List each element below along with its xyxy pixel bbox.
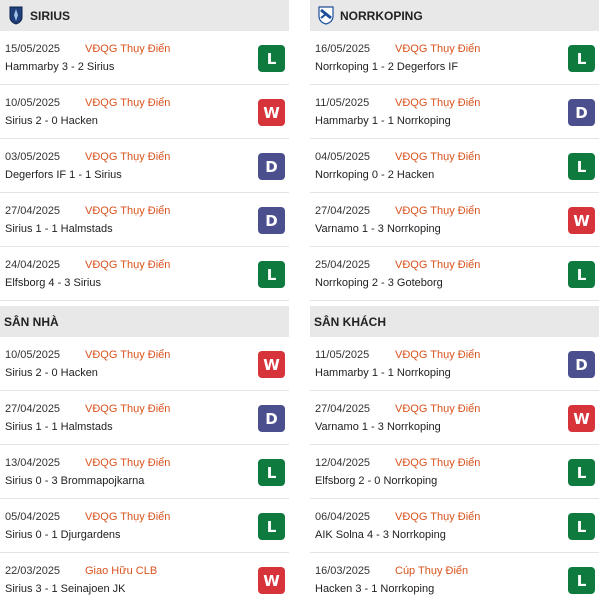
norrkoping-column xyxy=(310,0,599,605)
match-score: Hammarby 1 - 1 Norrkoping xyxy=(315,115,451,127)
competition-link[interactable]: VĐQG Thụy Điển xyxy=(395,457,481,469)
result-badge: W xyxy=(568,207,595,234)
match-date: 27/04/2025 xyxy=(5,403,61,415)
match-date: 22/03/2025 xyxy=(5,565,61,577)
match-row[interactable] xyxy=(310,445,599,499)
match-score: Varnamo 1 - 3 Norrkoping xyxy=(315,223,441,235)
competition-link[interactable]: VĐQG Thụy Điển xyxy=(85,259,171,271)
match-row[interactable] xyxy=(0,31,289,85)
result-badge: W xyxy=(258,351,285,378)
team-header-sirius xyxy=(0,0,289,31)
result-badge: L xyxy=(258,45,285,72)
competition-link[interactable]: VĐQG Thụy Điển xyxy=(85,349,171,361)
match-row[interactable] xyxy=(310,247,599,301)
match-date: 16/05/2025 xyxy=(315,43,371,55)
result-badge: L xyxy=(568,45,595,72)
result-badge: L xyxy=(258,459,285,486)
match-row[interactable] xyxy=(310,391,599,445)
result-badge: W xyxy=(258,567,285,594)
match-score: Hammarby 3 - 2 Sirius xyxy=(5,61,115,73)
match-date: 25/04/2025 xyxy=(315,259,371,271)
recent-matches-list xyxy=(310,31,599,301)
competition-link[interactable]: VĐQG Thụy Điển xyxy=(395,403,481,415)
competition-link[interactable]: VĐQG Thụy Điển xyxy=(395,511,481,523)
match-score: Sirius 1 - 1 Halmstads xyxy=(5,421,113,433)
result-badge: L xyxy=(568,153,595,180)
match-row[interactable] xyxy=(0,445,289,499)
match-row[interactable] xyxy=(0,139,289,193)
competition-link[interactable]: VĐQG Thụy Điển xyxy=(85,511,171,523)
match-row[interactable] xyxy=(0,85,289,139)
match-date: 13/04/2025 xyxy=(5,457,61,469)
result-badge: L xyxy=(568,567,595,594)
match-score: Hacken 3 - 1 Norrkoping xyxy=(315,583,435,595)
result-badge: D xyxy=(568,99,595,126)
section-title: SÂN KHÁCH xyxy=(314,314,386,329)
team-title: NORRKOPING xyxy=(340,8,423,23)
result-badge: L xyxy=(258,261,285,288)
match-date: 16/03/2025 xyxy=(315,565,371,577)
match-date: 10/05/2025 xyxy=(5,349,61,361)
competition-link[interactable]: VĐQG Thụy Điển xyxy=(395,349,481,361)
match-date: 12/04/2025 xyxy=(315,457,371,469)
match-date: 27/04/2025 xyxy=(315,205,371,217)
competition-link[interactable]: VĐQG Thụy Điển xyxy=(85,205,171,217)
match-score: Sirius 1 - 1 Halmstads xyxy=(5,223,113,235)
sirius-crest-icon xyxy=(7,6,24,26)
result-badge: D xyxy=(258,207,285,234)
match-score: Norrkoping 1 - 2 Degerfors IF xyxy=(315,61,459,73)
result-badge: D xyxy=(258,153,285,180)
competition-link[interactable]: Giao Hữu CLB xyxy=(85,565,158,577)
match-row[interactable] xyxy=(310,499,599,553)
match-score: Varnamo 1 - 3 Norrkoping xyxy=(315,421,441,433)
match-date: 04/05/2025 xyxy=(315,151,371,163)
competition-link[interactable]: VĐQG Thụy Điển xyxy=(395,151,481,163)
match-score: Sirius 3 - 1 Seinajoen JK xyxy=(5,583,126,595)
match-row[interactable] xyxy=(0,247,289,301)
competition-link[interactable]: VĐQG Thụy Điển xyxy=(85,403,171,415)
match-row[interactable] xyxy=(0,499,289,553)
result-badge: L xyxy=(568,513,595,540)
sirius-column xyxy=(0,0,289,605)
match-score: Sirius 2 - 0 Hacken xyxy=(5,115,98,127)
match-row[interactable] xyxy=(310,85,599,139)
match-score: Degerfors IF 1 - 1 Sirius xyxy=(5,169,122,181)
match-score: Sirius 0 - 3 Brommapojkarna xyxy=(5,475,145,487)
match-score: Norrkoping 0 - 2 Hacken xyxy=(315,169,435,181)
section-header-home xyxy=(0,306,289,337)
match-score: AIK Solna 4 - 3 Norrkoping xyxy=(315,529,446,541)
section-title: SÂN NHÀ xyxy=(4,314,59,329)
match-score: Norrkoping 2 - 3 Goteborg xyxy=(315,277,443,289)
match-row[interactable] xyxy=(310,31,599,85)
match-date: 11/05/2025 xyxy=(315,97,370,109)
match-date: 24/04/2025 xyxy=(5,259,61,271)
match-row[interactable] xyxy=(310,553,599,605)
result-badge: W xyxy=(568,405,595,432)
norrkoping-crest-icon xyxy=(317,6,334,26)
competition-link[interactable]: VĐQG Thụy Điển xyxy=(85,457,171,469)
result-badge: L xyxy=(568,261,595,288)
match-score: Hammarby 1 - 1 Norrkoping xyxy=(315,367,451,379)
competition-link[interactable]: VĐQG Thụy Điển xyxy=(395,97,481,109)
match-date: 27/04/2025 xyxy=(315,403,371,415)
match-row[interactable] xyxy=(0,337,289,391)
competition-link[interactable]: VĐQG Thụy Điển xyxy=(395,259,481,271)
match-score: Sirius 0 - 1 Djurgardens xyxy=(5,529,121,541)
team-header-norrkoping xyxy=(310,0,599,31)
match-score: Sirius 2 - 0 Hacken xyxy=(5,367,98,379)
match-score: Elfsborg 4 - 3 Sirius xyxy=(5,277,101,289)
match-date: 27/04/2025 xyxy=(5,205,61,217)
result-badge: L xyxy=(258,513,285,540)
match-date: 15/05/2025 xyxy=(5,43,61,55)
match-date: 10/05/2025 xyxy=(5,97,61,109)
match-row[interactable] xyxy=(310,139,599,193)
result-badge: D xyxy=(258,405,285,432)
match-row[interactable] xyxy=(0,553,289,605)
match-date: 11/05/2025 xyxy=(315,349,370,361)
competition-link[interactable]: Cúp Thụy Điển xyxy=(395,565,469,577)
match-row[interactable] xyxy=(0,391,289,445)
home-matches-list xyxy=(0,337,289,605)
section-header-away xyxy=(310,306,599,337)
match-row[interactable] xyxy=(310,337,599,391)
result-badge: L xyxy=(568,459,595,486)
team-title: SIRIUS xyxy=(30,8,71,23)
recent-matches-list xyxy=(0,31,289,301)
competition-link[interactable]: VĐQG Thụy Điển xyxy=(85,151,171,163)
competition-link[interactable]: VĐQG Thụy Điển xyxy=(395,205,481,217)
match-date: 06/04/2025 xyxy=(315,511,371,523)
away-matches-list xyxy=(310,337,599,605)
result-badge: W xyxy=(258,99,285,126)
match-row[interactable] xyxy=(310,193,599,247)
match-date: 03/05/2025 xyxy=(5,151,61,163)
match-date: 05/04/2025 xyxy=(5,511,61,523)
competition-link[interactable]: VĐQG Thụy Điển xyxy=(85,43,171,55)
competition-link[interactable]: VĐQG Thụy Điển xyxy=(395,43,481,55)
match-row[interactable] xyxy=(0,193,289,247)
result-badge: D xyxy=(568,351,595,378)
match-score: Elfsborg 2 - 0 Norrkoping xyxy=(315,475,438,487)
competition-link[interactable]: VĐQG Thụy Điển xyxy=(85,97,171,109)
